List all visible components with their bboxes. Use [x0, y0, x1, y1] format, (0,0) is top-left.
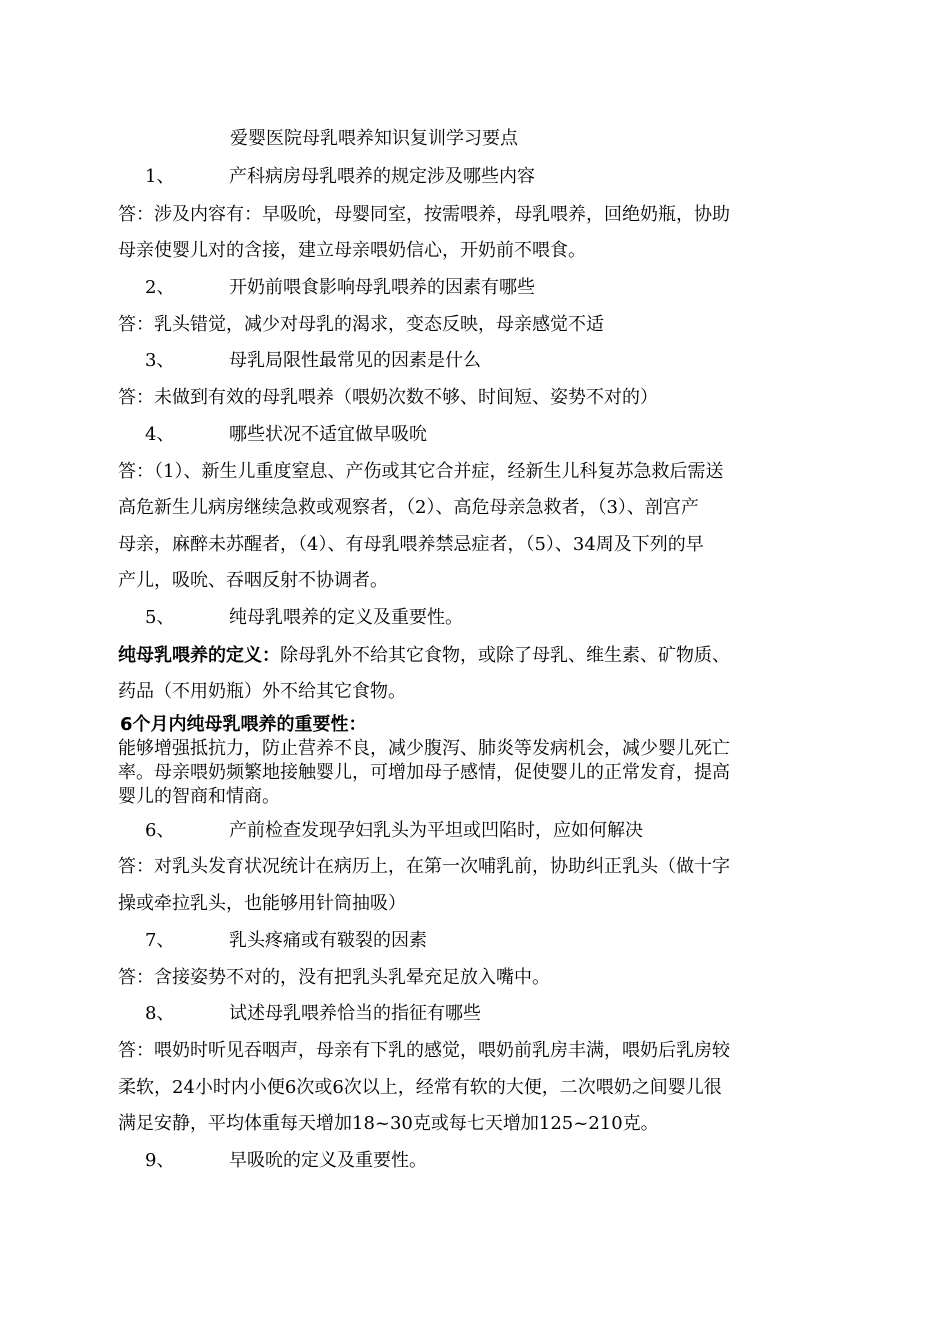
definition-text: 除母乳外不给其它食物，或除了母乳、维生素、矿物质、	[280, 645, 730, 666]
answer-line: 答：含接姿势不对的，没有把乳头乳晕充足放入嘴中。	[118, 967, 550, 988]
question-text: 产科病房母乳喂养的规定涉及哪些内容	[229, 166, 535, 187]
definition-line-2: 药品（不用奶瓶）外不给其它食物。	[118, 681, 406, 702]
question-number: 5、	[145, 607, 175, 628]
question-number: 8、	[145, 1003, 175, 1024]
question-number: 3、	[145, 350, 175, 371]
answer-line: 答：乳头错觉，减少对母乳的渴求，变态反映，母亲感觉不适	[118, 314, 604, 335]
question-2	[145, 277, 535, 299]
definition-label: 纯母乳喂养的定义：	[118, 645, 280, 666]
question-number: 4、	[145, 424, 175, 445]
question-8	[145, 1003, 481, 1025]
answer-line: 母亲，麻醉未苏醒者，（4）、有母乳喂养禁忌症者，（5）、34周及下列的早	[118, 534, 704, 555]
answer-line: 答：对乳头发育状况统计在病历上，在第一次哺乳前，协助纠正乳头（做十字	[118, 856, 730, 877]
question-1	[145, 166, 535, 188]
question-7	[145, 930, 427, 952]
answer-line: 满足安静，平均体重每天增加18~30克或每七天增加125~210克。	[118, 1113, 659, 1134]
question-9	[145, 1150, 427, 1172]
definition-line	[118, 645, 730, 667]
answer-line: 柔软，24小时内小便6次或6次以上，经常有软的大便，二次喂奶之间婴儿很	[118, 1077, 722, 1098]
answer-line: 答：（1）、新生儿重度窒息、产伤或其它合并症，经新生儿科复苏急救后需送	[118, 461, 724, 482]
question-text: 开奶前喂食影响母乳喂养的因素有哪些	[229, 277, 535, 298]
question-number: 7、	[145, 930, 175, 951]
answer-line: 操或牵拉乳头，也能够用针筒抽吸）	[118, 893, 406, 914]
answer-line: 答：涉及内容有：早吸吮，母婴同室，按需喂养，母乳喂养，回绝奶瓶，协助	[118, 204, 730, 225]
question-text: 哪些状况不适宜做早吸吮	[229, 424, 427, 445]
question-3	[145, 350, 481, 372]
importance-heading: 6个月内纯母乳喂养的重要性：	[120, 714, 367, 735]
question-number: 9、	[145, 1150, 175, 1171]
question-6	[145, 820, 643, 842]
answer-line: 母亲使婴儿对的含接，建立母亲喂奶信心，开奶前不喂食。	[118, 240, 586, 261]
question-text: 母乳局限性最常见的因素是什么	[229, 350, 481, 371]
question-text: 产前检查发现孕妇乳头为平坦或凹陷时，应如何解决	[229, 820, 643, 841]
question-number: 1、	[145, 166, 175, 187]
importance-line: 能够增强抵抗力，防止营养不良，减少腹泻、肺炎等发病机会，减少婴儿死亡	[118, 738, 730, 759]
question-text: 早吸吮的定义及重要性。	[229, 1150, 427, 1171]
question-4	[145, 424, 427, 446]
answer-line: 答：未做到有效的母乳喂养（喂奶次数不够、时间短、姿势不对的）	[118, 387, 658, 408]
importance-line: 婴儿的智商和情商。	[118, 786, 280, 807]
answer-line: 高危新生儿病房继续急救或观察者，（2）、高危母亲急救者，（3）、剖宫产	[118, 497, 699, 518]
question-text: 试述母乳喂养恰当的指征有哪些	[229, 1003, 481, 1024]
answer-line: 产儿，吸吮、吞咽反射不协调者。	[118, 570, 388, 591]
question-text: 纯母乳喂养的定义及重要性。	[229, 607, 463, 628]
question-number: 6、	[145, 820, 175, 841]
answer-line: 答：喂奶时听见吞咽声，母亲有下乳的感觉，喂奶前乳房丰满，喂奶后乳房较	[118, 1040, 730, 1061]
document-title: 爱婴医院母乳喂养知识复训学习要点	[230, 128, 518, 149]
question-5	[145, 607, 463, 629]
question-text: 乳头疼痛或有皲裂的因素	[229, 930, 427, 951]
importance-line: 率。母亲喂奶频繁地接触婴儿，可增加母子感情，促使婴儿的正常发育，提高	[118, 762, 730, 783]
question-number: 2、	[145, 277, 175, 298]
